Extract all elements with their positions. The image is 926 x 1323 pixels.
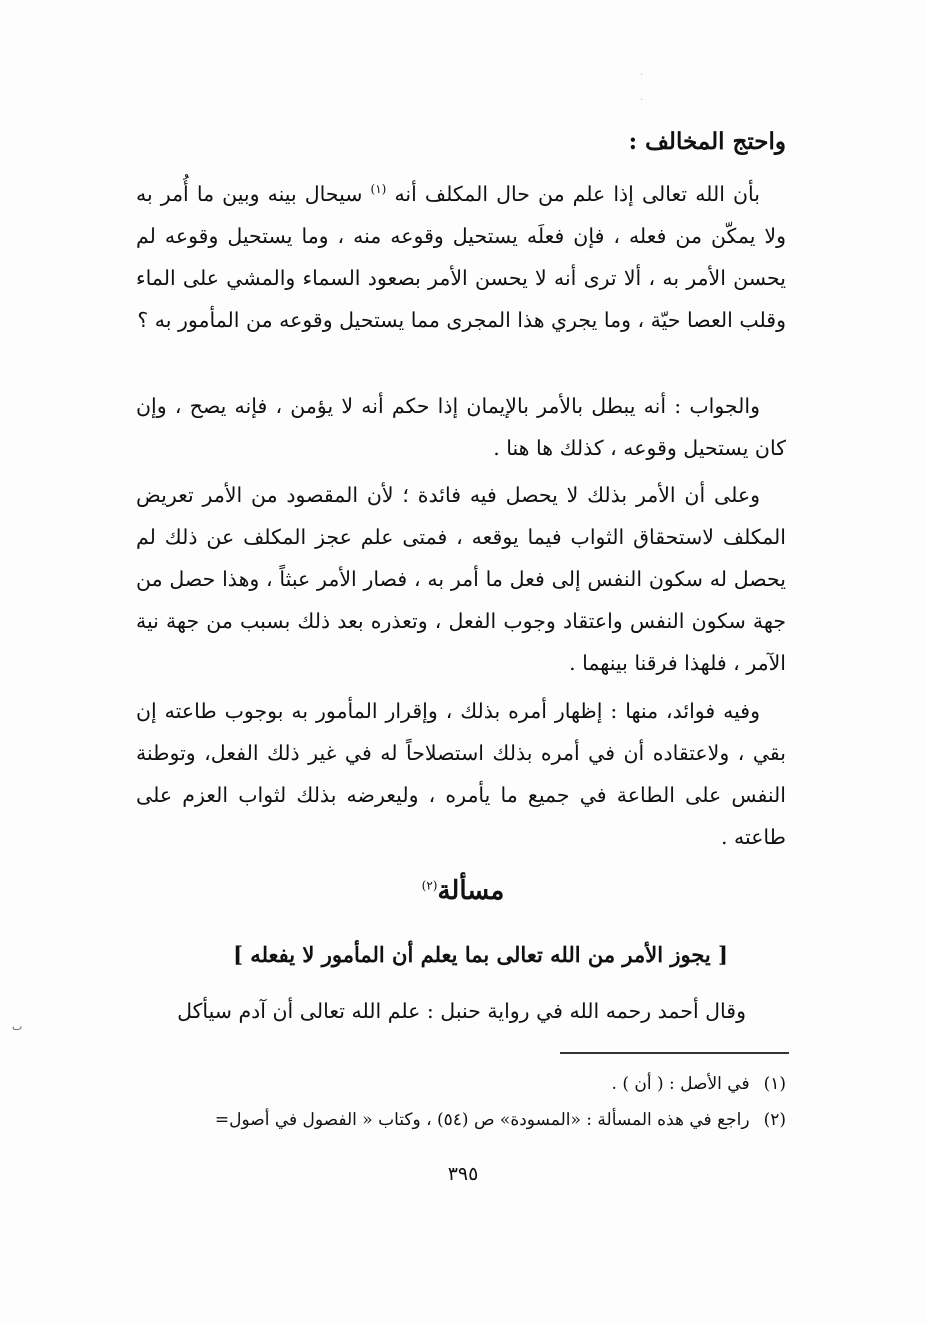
- scan-speck: ·: [640, 70, 644, 81]
- page-number: ٣٩٥: [447, 1163, 479, 1185]
- masala-title-text: مسألة: [437, 876, 505, 906]
- footnote-2-number: (٢): [763, 1110, 786, 1130]
- footnote-1-text: في الأصل : ( أن ) .: [611, 1074, 750, 1094]
- footnote-2: [136, 1106, 786, 1134]
- footnote-1: [136, 1070, 786, 1098]
- paragraph-1-rest: سيحال بينه وبين ما أُمر به ولا يمكّن من فعله ، فإن فعلَه يستحيل وقوعه منه ، وما يستحيل وقوعه لم يحسن الأمر به ، ألا ترى أنه لا يحسن الأمر بصعود السماء والمشي على الماء وقلب العصا حيّة ، وما يجري هذا المجرى مما يستحيل وقوعه من المأمور به ؟: [136, 181, 786, 332]
- paragraph-5: وقال أحمد رحمه الله في رواية حنبل : علم الله تعالى أن آدم سيأكل: [177, 999, 746, 1023]
- paragraph-4: وفيه فوائد، منها : إظهار أمره بذلك ، وإقرار المأمور به بوجوب طاعته إن بقي ، ولاعتقاده أن في أمره بذلك استصلاحاً له في غير ذلك الفعل، وتوطنة النفس على الطاعة في جميع ما يأمره ، وليعرضه بذلك لثواب العزم على طاعته .: [136, 699, 786, 849]
- scan-mark: ٮ: [12, 1020, 23, 1033]
- footnote-divider: [560, 1052, 789, 1054]
- masala-title: [0, 876, 926, 906]
- section-heading: واحتج المخالف :: [628, 128, 786, 155]
- footnote-1-number: (١): [763, 1074, 786, 1094]
- paragraph-1: [136, 168, 786, 341]
- masala-subtitle: [ يجوز الأمر من الله تعالى بما يعلم أن المأمور لا يفعله ]: [233, 942, 728, 967]
- paragraph-2: والجواب : أنه يبطل بالأمر بالإيمان إذا حكم أنه لا يؤمن ، فإنه يصح ، وإن كان يستحيل وقوعه ، كذلك ها هنا .: [136, 394, 786, 460]
- footnote-ref-1: (١): [370, 182, 387, 196]
- paragraph-3: وعلى أن الأمر بذلك لا يحصل فيه فائدة ؛ لأن المقصود من الأمر تعريض المكلف لاستحقاق الثواب فيما يوقعه ، فمتى علم عجز المكلف عن ذلك لم يحصل له سكون النفس إلى فعل ما أمر به ، فصار الأمر عبثاً ، وهذا حصل من جهة سكون النفس واعتقاد وجوب الفعل ، وتعذره بعد ذلك بسبب من جهة نية الآمر ، فلهذا فرقنا بينهما .: [136, 483, 786, 675]
- paragraph-1-text: بأن الله تعالى إذا علم من حال المكلف أنه: [394, 181, 760, 206]
- footnote-ref-2: (٢): [421, 878, 438, 893]
- footnote-2-text: راجع في هذه المسألة : «المسودة» ص (٥٤) ، وكتاب « الفصول في أصول=: [214, 1110, 750, 1130]
- scan-speck: ·: [640, 95, 644, 106]
